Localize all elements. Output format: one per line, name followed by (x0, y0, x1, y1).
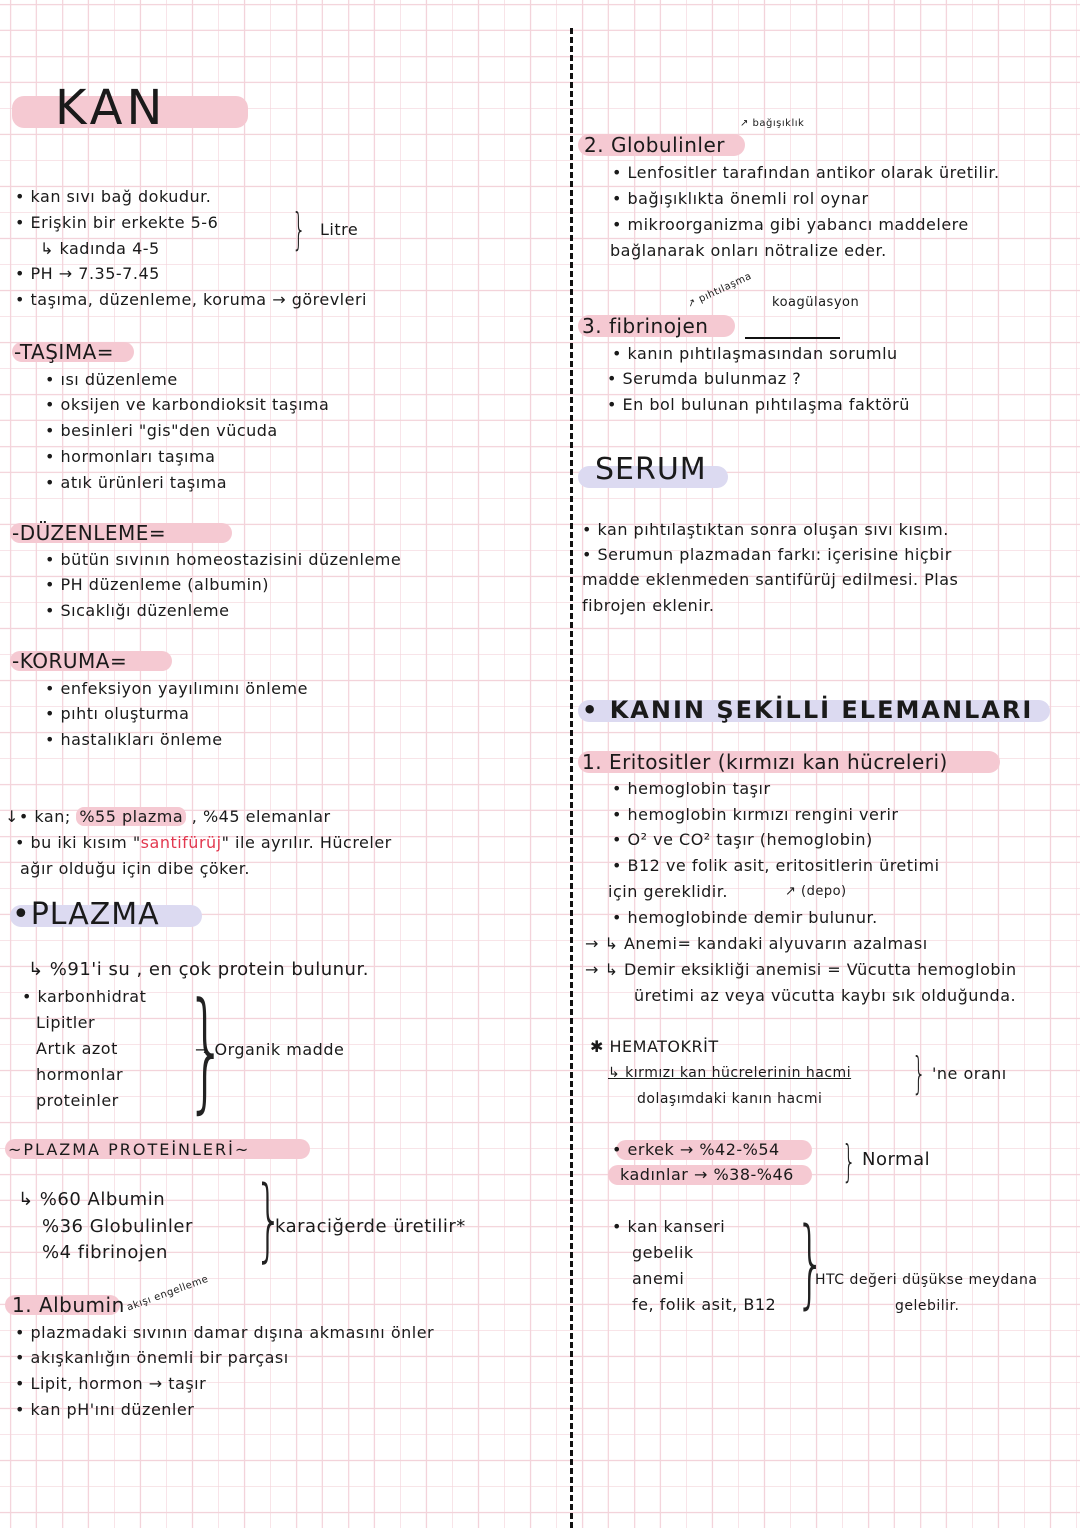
intro-line: • taşıma, düzenleme, koruma → görevleri (15, 290, 367, 309)
list-item: • Sıcaklığı düzenleme (45, 601, 230, 620)
list-item: • enfeksiyon yayılımını önleme (45, 679, 308, 698)
list-item: • hemoglobinde demir bulunur. (612, 908, 878, 927)
intro-unit: Litre (320, 220, 359, 239)
coagulation-note: koagülasyon (772, 295, 860, 310)
centrifuge-term: santifürüj (140, 833, 222, 852)
list-item: • Lenfositler tarafından antikor olarak üretilir. (612, 163, 1000, 182)
brace: } (795, 1207, 826, 1319)
intro-line: • Erişkin bir erkekte 5-6 (15, 213, 219, 232)
brace: } (254, 1167, 283, 1272)
brace: } (292, 204, 306, 255)
composition-rest: , %45 elemanlar (191, 807, 331, 826)
heading-eritrosit: 1. Eritositler (kırmızı kan hücreleri) (582, 750, 948, 774)
list-item: • PH düzenleme (albumin) (45, 575, 269, 594)
text: " ile ayrılır. Hücreler (221, 833, 392, 852)
list-item: • akışkanlığın önemli bir parçası (15, 1348, 289, 1367)
list-item: • atık ürünleri taşıma (45, 473, 228, 492)
list-item: • hormonları taşıma (45, 447, 216, 466)
hematokrit-ratio: 'ne oranı (932, 1064, 1007, 1083)
heading-koruma: -KORUMA= (12, 649, 128, 673)
list-item: • kan pH'ını düzenler (15, 1400, 195, 1419)
heading-tasima: -TAŞIMA= (14, 340, 115, 364)
coagulation-line (745, 337, 840, 339)
heading-elements: • KANIN ŞEKİLLİ ELEMANLARI (582, 696, 1034, 724)
heading-serum: SERUM (595, 452, 707, 487)
list-item: • pıhtı oluşturma (45, 704, 190, 723)
list-item: hormonlar (36, 1065, 124, 1084)
heading-globulin: 2. Globulinler (584, 133, 725, 157)
heading-plazma: •PLAZMA (12, 897, 160, 932)
plazma-water: ↳ %91'i su , en çok protein bulunur. (28, 959, 369, 980)
list-item: gebelik (632, 1243, 694, 1262)
plasma-highlight: %55 plazma (76, 807, 186, 826)
intro-line: • kan sıvı bağ dokudur. (15, 187, 212, 206)
htc-note: gelebilir. (895, 1298, 960, 1314)
list-item: anemi (632, 1269, 685, 1288)
globulin-note: ↗ bağışıklık (740, 118, 805, 129)
list-item: • hemoglobin kırmızı rengini verir (612, 805, 899, 824)
list-item: Artık azot (36, 1039, 118, 1058)
list-item: fibrojen eklenir. (582, 596, 715, 615)
heading-hematokrit: ✱ HEMATOKRİT (590, 1037, 719, 1056)
page-title: KAN (55, 80, 167, 136)
list-item: • plazmadaki sıvının damar dışına akmasını önler (15, 1323, 435, 1342)
list-item: • O² ve CO² taşır (hemoglobin) (612, 830, 873, 849)
list-item: • mikroorganizma gibi yabancı maddelere (612, 215, 969, 234)
list-item: • kan kanseri (612, 1217, 726, 1236)
list-item: üretimi az veya vücutta kaybı sık olduğunda. (634, 986, 1017, 1005)
protein-item: %36 Globulinler (42, 1216, 193, 1237)
page-divider (570, 28, 573, 1528)
centrifuge-line (15, 831, 392, 855)
list-item: • En bol bulunan pıhtılaşma faktörü (607, 395, 910, 414)
heading-proteins: ~PLAZMA PROTEİNLERİ~ (8, 1140, 251, 1159)
list-item: → ↳ Demir eksikliği anemisi = Vücutta hemoglobin (585, 960, 1017, 979)
list-item: → ↳ Anemi= kandaki alyuvarın azalması (585, 934, 928, 953)
composition-line (5, 805, 331, 829)
protein-item: %4 fibrinojen (42, 1242, 168, 1263)
male-range: • erkek → %42-%54 (612, 1140, 780, 1159)
composition-prefix: ↓• kan; (5, 807, 71, 826)
heading-albumin: 1. Albumin (12, 1293, 125, 1317)
intro-line: ↳ kadında 4-5 (40, 239, 160, 258)
list-item: • kanın pıhtılaşmasından sorumlu (612, 344, 898, 363)
list-item: bağlanarak onları nötralize eder. (610, 241, 887, 260)
list-item: • bağışıklıkta önemli rol oynar (612, 189, 869, 208)
list-item: • kan pıhtılaştıktan sonra oluşan sıvı kısım. (582, 520, 949, 539)
organic-label: → Organik madde (195, 1040, 345, 1059)
albumin-note: akışı engelleme (125, 1273, 211, 1314)
hematokrit-denominator: dolaşımdaki kanın hacmi (637, 1091, 823, 1107)
htc-note: HTC değeri düşükse meydana (815, 1272, 1038, 1288)
protein-note: karaciğerde üretilir* (275, 1216, 466, 1237)
brace: } (912, 1048, 926, 1099)
list-item: madde eklenmeden santifürüj edilmesi. Plas (582, 570, 959, 589)
composition-line3: ağır olduğu için dibe çöker. (20, 859, 250, 878)
intro-line: • PH → 7.35-7.45 (15, 264, 160, 283)
list-item: • oksijen ve karbondioksit taşıma (45, 395, 330, 414)
list-item: Lipitler (36, 1013, 96, 1032)
list-item: • bütün sıvının homeostazisini düzenleme (45, 550, 402, 569)
list-item: • ısı düzenleme (45, 370, 178, 389)
list-item: • hemoglobin taşır (612, 779, 771, 798)
list-item: • hastalıkları önleme (45, 730, 223, 749)
heading-duzenleme: -DÜZENLEME= (12, 521, 167, 545)
hematokrit-numerator: ↳ kırmızı kan hücrelerinin hacmi (608, 1065, 852, 1081)
text: • bu iki kısım " (15, 833, 141, 852)
depo-note: ↗ (depo) (785, 884, 847, 899)
brace: } (842, 1136, 856, 1187)
list-item: • Serumda bulunmaz ? (607, 369, 802, 388)
brace: } (185, 974, 228, 1126)
list-item: • karbonhidrat (22, 987, 147, 1006)
list-item: proteinler (36, 1091, 119, 1110)
protein-item: ↳ %60 Albumin (18, 1189, 166, 1210)
list-item: fe, folik asit, B12 (632, 1295, 777, 1314)
list-item: • besinleri "gis"den vücuda (45, 421, 278, 440)
list-item: için gereklidir. (608, 882, 728, 901)
fibrinojen-note: ↗ pıhtılaşma (685, 270, 754, 311)
normal-label: Normal (862, 1149, 931, 1170)
list-item: • Serumun plazmadan farkı: içerisine hiçbir (582, 545, 952, 564)
female-range: kadınlar → %38-%46 (620, 1165, 794, 1184)
heading-fibrinojen: 3. fibrinojen (582, 314, 709, 338)
list-item: • Lipit, hormon → taşır (15, 1374, 207, 1393)
list-item: • B12 ve folik asit, eritositlerin üretimi (612, 856, 940, 875)
